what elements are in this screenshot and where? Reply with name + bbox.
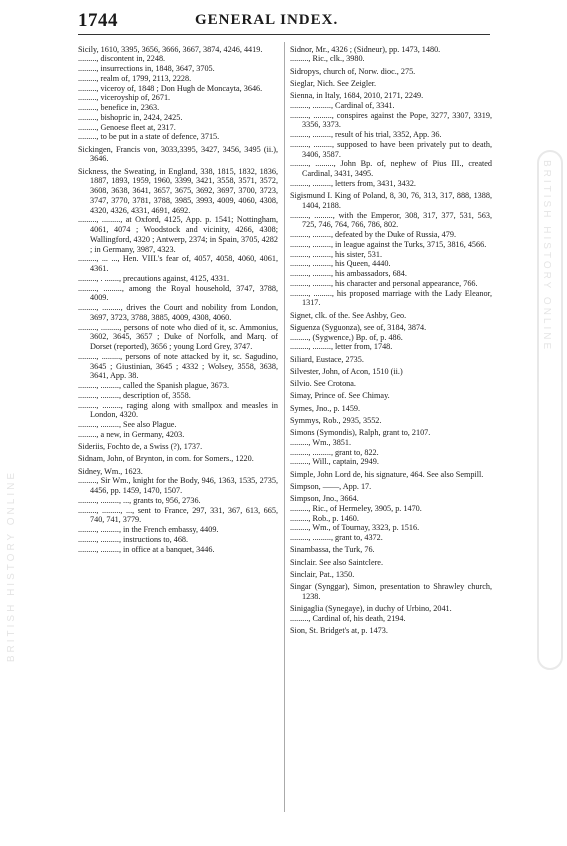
index-entry: ........., ........., his character and personal appearance, 766. [290, 278, 478, 288]
right-column [290, 42, 492, 636]
index-entry: Sigismund I. King of Poland, 8, 30, 76, 313, 317, 888, 1388, 1404, 2188. [290, 191, 492, 210]
index-entry: ........., ........., his Queen, 4440. [290, 259, 391, 269]
index-entry: Sicily, 1610, 3395, 3656, 3666, 3667, 3874, 4246, 4419. [78, 44, 263, 54]
index-entry: Sienna, in Italy, 1684, 2010, 2171, 2249. [290, 91, 424, 100]
page-number: 1744 [78, 10, 118, 31]
index-entry: ........., Sir Wm., knight for the Body, 946, 1363, 1535, 2735, 4456, pp. 1459, 1470, 1507. [78, 476, 278, 495]
index-entry: Simons (Symondis), Ralph, grant to, 2107. [290, 428, 431, 437]
index-entry: Silvester, John, of Acon, 1510 (ii.) [290, 366, 403, 376]
index-entry: ........., (Sygwence,) Bp. of, p. 486. [290, 332, 403, 342]
index-entry: Siguenza (Syguonza), see of, 3184, 3874. [290, 322, 427, 332]
column-divider [284, 42, 285, 812]
index-entry: ........., ........., ..., sent to France, 297, 331, 367, 613, 665, 740, 741, 3779. [78, 505, 278, 525]
index-entry: Silvio. See Crotona. [290, 379, 356, 388]
index-entry: Siliard, Eustace, 2735. [290, 354, 364, 364]
index-entry: ........., ........., instructions to, 468. [78, 534, 189, 544]
index-entry: Simay, Prince of. See Chimay. [290, 391, 390, 401]
index-entry: ........., . ......., precautions against, 4125, 4331. [78, 273, 229, 283]
index-entry: ........., ........., his ambassadors, 684. [290, 269, 407, 278]
index-entry: ........., Ric., clk., 3980. [290, 54, 365, 64]
index-entry: ........., ........., description of, 3558. [78, 390, 191, 400]
index-entry: ........., Wm., 3851. [290, 437, 352, 447]
index-entry: ........., Ric., of Hermeley, 3905, p. 1470. [290, 503, 422, 513]
index-entry: Sickingen, Francis von, 3033,3395, 3427, 3456, 3495 (ii.), 3646. [78, 144, 278, 164]
index-entry: ........., Rob., p. 1460. [290, 513, 359, 523]
watermark-stamp-left [0, 470, 30, 730]
index-entry: ........., a new, in Germany, 4203. [78, 429, 185, 439]
index-entry: ........., to be put in a state of defence, 3715. [78, 132, 220, 142]
index-entry: Sinigaglia (Synegaye), in duchy of Urbino, 2041. [290, 604, 452, 613]
index-entry: ........., realm of, 1799, 2113, 2228. [78, 73, 192, 83]
index-entry: ........., ........., John Bp. of, nephew of Pius III., created Cardinal, 3431, 3495. [290, 159, 492, 178]
index-entry: ........., ........., letters from, 3431, 3432. [290, 178, 416, 188]
index-entry: ........., ........., his proposed marriage with the Lady Eleanor, 1317. [290, 288, 492, 308]
index-entry: ........., ........., with the Emperor, 308, 317, 377, 531, 563, 725, 746, 764, 766, 786, 802. [290, 210, 492, 230]
index-entry: ........., discontent in, 2248. [78, 54, 166, 64]
left-column [78, 42, 278, 554]
index-entry: Singar (Synggar), Simon, presentation to Shrawley church, 1238. [290, 582, 492, 601]
watermark-stamp-right [537, 150, 563, 670]
index-entry: ........., ........., in office at a banquet, 3446. [78, 544, 215, 554]
watermark-text-right: BRITISH HISTORY ONLINE [541, 160, 552, 353]
index-entry: ........., bishopric in, 2424, 2425. [78, 112, 183, 122]
index-entry: ........., ... ..., Hen. VIII.'s fear of, 4057, 4058, 4060, 4061, 4361. [78, 254, 278, 273]
index-entry: ........., ........., persons of note attacked by it, sc. Sagudino, 3645 ; Giustinian, 3645 ; 4332 ; Wolsey, 3558, 3638, 3641, App. 38. [78, 351, 278, 381]
index-entry: ........., viceroy of, 1848 ; Don Hugh de Moncayta, 3646. [78, 83, 263, 93]
index-entry: Sickness, the Sweating, in England, 338, 1815, 1832, 1836, 1887, 1893, 1959, 1960, 3399, 3421, 3558, 3571, 3572, 3608, 3638, 3641, 3657, 3675, 3692, 3697, 3700, 3723, 3747, 3770, 3781, 3788, 3985, 3993, 4009, 4060, 4308, 4320, 4326, 4331, 4691, 4692. [78, 166, 278, 215]
index-entry: Simpson, Jno., 3664. [290, 494, 359, 503]
index-entry: Symmys, Rob., 2935, 3552. [290, 415, 382, 425]
index-entry: ........., ........., grant to, 4372. [290, 533, 383, 542]
index-entry: ........., ........., among the Royal household, 3747, 3788, 4009. [78, 283, 278, 303]
index-entry: ........., Cardinal of, his death, 2194. [290, 613, 406, 623]
index-entry: ........., ........., drives the Court and nobility from London, 3697, 3723, 3788, 3885, 4009, 4308, 4060. [78, 303, 278, 322]
index-entry: ........., ........., in the French embassy, 4409. [78, 525, 219, 534]
index-entry: Sion, St. Bridget's at, p. 1473. [290, 626, 388, 635]
index-entry: ........., ........., persons of note who died of it, sc. Ammonius, 3602, 3645, 3657 ; Duke of Norfolk, and Marq. of Dorset (reported), 3656 ; young Lord Grey, 3747. [78, 322, 278, 351]
index-entry: ........., viceroyship of, 2671. [78, 93, 171, 103]
index-entry: ........., ........., See also Plague. [78, 420, 177, 429]
index-entry: ........., Will., captain, 2949. [290, 457, 379, 467]
index-entry: ........., ........., in league against the Turks, 3715, 3816, 4566. [290, 239, 487, 249]
index-entry: ........., ........., at Oxford, 4125, App. p. 1541; Nottingham, 4061, 4074 ; Woodstock and vicinity, 4266, 4308; Wallingford, 4320 ; Antwerp, 2374; in Spain, 3705, 4282 ; in Germany, 3987, 4323. [78, 215, 278, 254]
index-entry: Sidney, Wm., 1623. [78, 466, 143, 476]
index-entry: ........., ........., ..., grants to, 956, 2736. [78, 495, 201, 505]
index-entry: ........., ........., letter from, 1748. [290, 342, 393, 352]
index-entry: ........., ........., supposed to have been privately put to death, 3406, 3587. [290, 139, 492, 159]
index-entry: Sinclair. See also Saintclere. [290, 557, 383, 567]
index-entry: ........., ........., result of his trial, 3352, App. 36. [290, 130, 442, 139]
index-entry: ........., insurrections in, 1848, 3647, 3705. [78, 64, 215, 73]
index-entry: Sinclair, Pat., 1350. [290, 569, 355, 579]
index-entry: Simple, John Lord de, his signature, 464. See also Sempill. [290, 469, 484, 479]
index-entry: ........., ........., raging along with smallpox and measles in London, 4320. [78, 400, 278, 420]
index-entry: Sideriis, Fochto de, a Swiss (?), 1737. [78, 442, 203, 451]
index-entry: ........., Genoese fleet at, 2317. [78, 122, 176, 132]
index-entry: Signet, clk. of the. See Ashby, Geo. [290, 310, 407, 320]
index-entry: ........., Wm., of Tournay, 3323, p. 1516. [290, 523, 420, 533]
watermark-text-left: BRITISH HISTORY ONLINE [6, 470, 17, 663]
page-title: GENERAL INDEX. [195, 12, 339, 28]
index-entry: Sidropys, church of, Norw. dioc., 275. [290, 66, 416, 76]
index-entry: Simpson, ——, App. 17. [290, 481, 372, 491]
index-entry: ........., ........., conspires against the Pope, 3277, 3307, 3319, 3356, 3373. [290, 110, 492, 130]
index-entry: Symes, Jno., p. 1459. [290, 403, 361, 413]
page-header [78, 10, 490, 35]
index-entry: ........., benefice in, 2363. [78, 103, 160, 112]
index-entry: Sinambassa, the Turk, 76. [290, 545, 375, 555]
index-entry: Sidnor, Mr., 4326 ; (Sidneur), pp. 1473, 1480. [290, 44, 441, 54]
index-entry: ........., ........., Cardinal of, 3341. [290, 100, 395, 110]
index-entry: Sidnam, John, of Brynton, in com. for Somers., 1220. [78, 454, 254, 464]
index-entry: ........., ........., defeated by the Duke of Russia, 479. [290, 230, 456, 239]
index-entry: ........., ........., called the Spanish plague, 3673. [78, 381, 229, 390]
index-entry: ........., ........., grant to, 822. [290, 447, 379, 457]
index-entry: Sieglar, Nich. See Zeigler. [290, 78, 377, 88]
index-entry: ........., ........., his sister, 531. [290, 249, 383, 259]
